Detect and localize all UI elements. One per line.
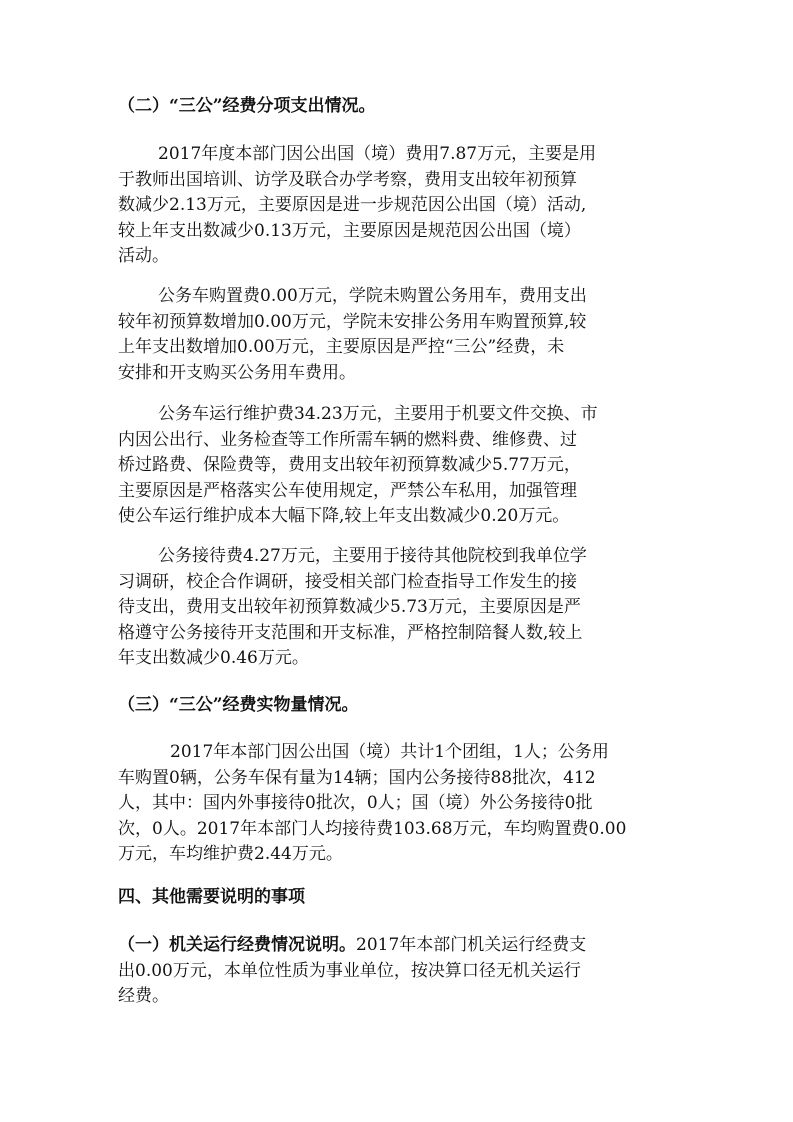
item-text: 2017年本部门机关运行经费支 <box>356 935 587 955</box>
heading-text: （三）“三公”经费实物量情况。 <box>118 695 359 715</box>
paragraph-line: 数减少2.13万元，主要原因是进一步规范因公出国（境）活动, <box>118 195 587 216</box>
paragraph-line: 公务接待费4.27万元，主要用于接待其他院校到我单位学 <box>158 546 587 566</box>
paragraph-line: 2017年本部门因公出国（境）共计1个团组，1人；公务用 <box>170 742 609 762</box>
paragraph-line: 出0.00万元，本单位性质为事业单位，按决算口径无机关运行 <box>118 960 581 981</box>
paragraph-reception <box>118 544 678 672</box>
paragraph-line: 于教师出国培训、访学及联合办学考察，费用支出较年初预算 <box>118 169 577 190</box>
item-title: （一）机关运行经费情况说明。 <box>118 935 356 955</box>
paragraph-line: 年支出数减少0.46万元。 <box>118 648 309 669</box>
paragraph-line: 2017年度本部门因公出国（境）费用7.87万元，主要是用 <box>158 144 597 164</box>
paragraph-agency-operation <box>118 933 678 1010</box>
paragraph-overseas-travel <box>118 142 678 270</box>
paragraph-vehicle-purchase <box>118 284 678 386</box>
paragraph-line: 万元，车均维护费2.44万元。 <box>118 844 343 865</box>
paragraph-line: 使公车运行维护成本大幅下降,较上年支出数减少0.20万元。 <box>118 506 570 527</box>
paragraph-physical-quantity <box>118 740 678 868</box>
paragraph-line: 格遵守公务接待开支范围和开支标准，严格控制陪餐人数,较上 <box>118 622 583 643</box>
paragraph-line: 活动。 <box>118 246 169 267</box>
section-heading-physical <box>118 693 678 719</box>
paragraph-line: 安排和开支购买公务用车费用。 <box>118 362 356 383</box>
paragraph-line: 车购置0辆，公务车保有量为14辆；国内公务接待88批次，412 <box>118 767 596 788</box>
heading-text: 四、其他需要说明的事项 <box>118 887 305 907</box>
section-heading-sanggong-items <box>118 94 678 120</box>
paragraph-line: 次，0人。2017年本部门人均接待费103.68万元，车均购置费0.00 <box>118 818 627 839</box>
paragraph-vehicle-operation <box>118 402 678 530</box>
heading-text: （二）“三公”经费分项支出情况。 <box>118 96 376 116</box>
paragraph-line: 内因公出行、业务检查等工作所需车辆的燃料费、维修费、过 <box>118 429 577 450</box>
paragraph-line: 桥过路费、保险费等，费用支出较年初预算数减少5.77万元， <box>118 455 581 476</box>
paragraph-line: 上年支出数增加0.00万元，主要原因是严控“三公”经费，未 <box>118 337 565 358</box>
paragraph-line: 公务车购置费0.00万元，学院未购置公务用车，费用支出 <box>158 286 587 306</box>
paragraph-line: 公务车运行维护费34.23万元，主要用于机要文件交换、市 <box>158 404 598 424</box>
section-heading-other <box>118 885 678 911</box>
paragraph-line: 较上年支出数减少0.13万元，主要原因是规范因公出国（境） <box>118 220 581 241</box>
paragraph-line: 习调研，校企合作调研，接受相关部门检查指导工作发生的接 <box>118 571 577 592</box>
paragraph-line <box>118 933 678 959</box>
paragraph-line: 人，其中：国内外事接待0批次，0人；国（境）外公务接待0批 <box>118 793 593 814</box>
paragraph-line: 较年初预算数增加0.00万元，学院未安排公务用车购置预算,较 <box>118 311 587 332</box>
paragraph-line: 待支出，费用支出较年初预算数减少5.73万元，主要原因是严 <box>118 597 581 618</box>
paragraph-line: 经费。 <box>118 986 169 1007</box>
paragraph-line: 主要原因是严格落实公车使用规定，严禁公车私用，加强管理 <box>118 480 577 501</box>
